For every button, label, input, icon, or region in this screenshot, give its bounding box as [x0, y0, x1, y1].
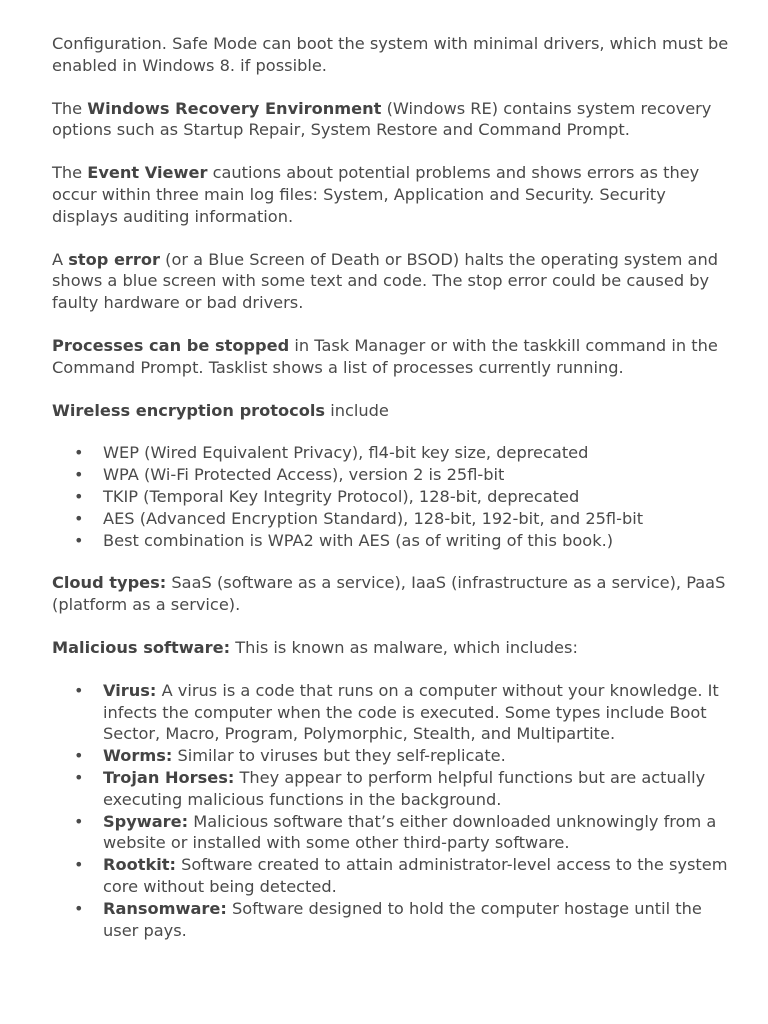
processes-text: in Task Manager or with the taskkill command in the Command Prompt. Tasklist shows a list of processes currently running. [52, 335, 718, 377]
stop-error-text: (or a Blue Screen of Death or BSOD) halts the operating system and shows a blue screen with some text and code. The stop error could be caused by faulty hardware or bad drivers. [52, 249, 718, 313]
list-item-term: Trojan Horses: [103, 767, 235, 787]
list-item [52, 486, 732, 508]
list-item-text: Software created to attain administrator-level access to the system core without being detected. [103, 855, 728, 896]
winre-term: Windows Recovery Environment [87, 98, 382, 118]
list-item-text: WPA (Wi-Fi Protected Access), version 2 is 25fl-bit [103, 465, 505, 485]
list-item [52, 767, 732, 811]
list-item-text: A virus is a code that runs on a computer without your knowledge. It infects the computer when the code is executed. Some types include Boot Sector, Macro, Program, Polymorphic, Stealth, and Multipartite. [103, 680, 719, 744]
list-item [52, 745, 732, 767]
processes-term: Processes can be stopped [52, 335, 290, 355]
bullet-icon: • [74, 811, 84, 831]
wireless-text: include [325, 400, 389, 420]
list-item [52, 811, 732, 855]
processes-paragraph [52, 335, 732, 379]
malware-paragraph [52, 637, 732, 659]
bullet-icon: • [74, 530, 84, 550]
event-viewer-paragraph [52, 162, 732, 227]
stop-error-lead: A [52, 249, 69, 269]
event-viewer-lead: The [52, 163, 88, 183]
safe-mode-paragraph [52, 33, 732, 77]
bullet-icon: • [74, 680, 84, 700]
list-item-text: They appear to perform helpful functions but are actually executing malicious functions in the background. [103, 767, 706, 809]
bullet-icon: • [74, 746, 84, 766]
list-item [52, 854, 732, 898]
safe-mode-text: Configuration. Safe Mode can boot the system with minimal drivers, which must be enabled in Windows 8. if possible. [52, 34, 729, 75]
winre-lead: The [52, 98, 88, 118]
wireless-paragraph [52, 400, 732, 422]
bullet-icon: • [74, 443, 84, 463]
stop-error-paragraph [52, 249, 732, 314]
cloud-types-paragraph [52, 572, 732, 616]
bullet-icon: • [74, 767, 84, 787]
bullet-icon: • [74, 855, 84, 875]
bullet-icon: • [74, 508, 84, 528]
list-item-text: Similar to viruses but they self-replicate. [172, 746, 506, 766]
list-item-term: Virus: [103, 680, 157, 700]
list-item-text: Software designed to hold the computer hostage until the user pays. [103, 898, 702, 940]
event-viewer-text: cautions about potential problems and shows errors as they occur within three main log files: System, Application and Security. Security displays auditing information. [52, 163, 700, 226]
bullet-icon: • [74, 465, 84, 485]
list-item-term: Ransomware: [103, 898, 227, 918]
winre-text: (Windows RE) contains system recovery options such as Startup Repair, System Restore and Command Prompt. [52, 98, 712, 140]
winre-paragraph [52, 98, 732, 142]
cloud-types-term: Cloud types: [52, 573, 167, 593]
bullet-icon: • [74, 898, 84, 918]
wireless-term: Wireless encryption protocols [52, 400, 326, 420]
list-item [52, 898, 732, 942]
list-item-text: Best combination is WPA2 with AES (as of writing of this book.) [103, 530, 614, 550]
list-item [52, 680, 732, 745]
wireless-protocol-list [52, 442, 732, 551]
event-viewer-term: Event Viewer [87, 163, 208, 183]
list-item [52, 464, 732, 486]
list-item-text: WEP (Wired Equivalent Privacy), fl4-bit key size, deprecated [103, 443, 589, 463]
list-item-term: Rootkit: [103, 855, 176, 875]
list-item-text: AES (Advanced Encryption Standard), 128-bit, 192-bit, and 25fl-bit [103, 508, 644, 528]
list-item-text: TKIP (Temporal Key Integrity Protocol), 128-bit, deprecated [103, 486, 580, 506]
list-item [52, 508, 732, 530]
bullet-icon: • [74, 486, 84, 506]
malware-text: This is known as malware, which includes: [230, 637, 578, 657]
document-page [52, 33, 732, 962]
list-item [52, 442, 732, 464]
list-item-term: Worms: [103, 746, 173, 766]
list-item-term: Spyware: [103, 811, 189, 831]
list-item [52, 530, 732, 552]
stop-error-term: stop error [68, 249, 161, 269]
cloud-types-text: SaaS (software as a service), IaaS (infrastructure as a service), PaaS (platform as a service). [52, 573, 726, 615]
list-item-text: Malicious software that’s either downloaded unknowingly from a website or installed with some other third-party software. [103, 811, 717, 853]
malware-list [52, 680, 732, 942]
malware-term: Malicious software: [52, 637, 231, 657]
